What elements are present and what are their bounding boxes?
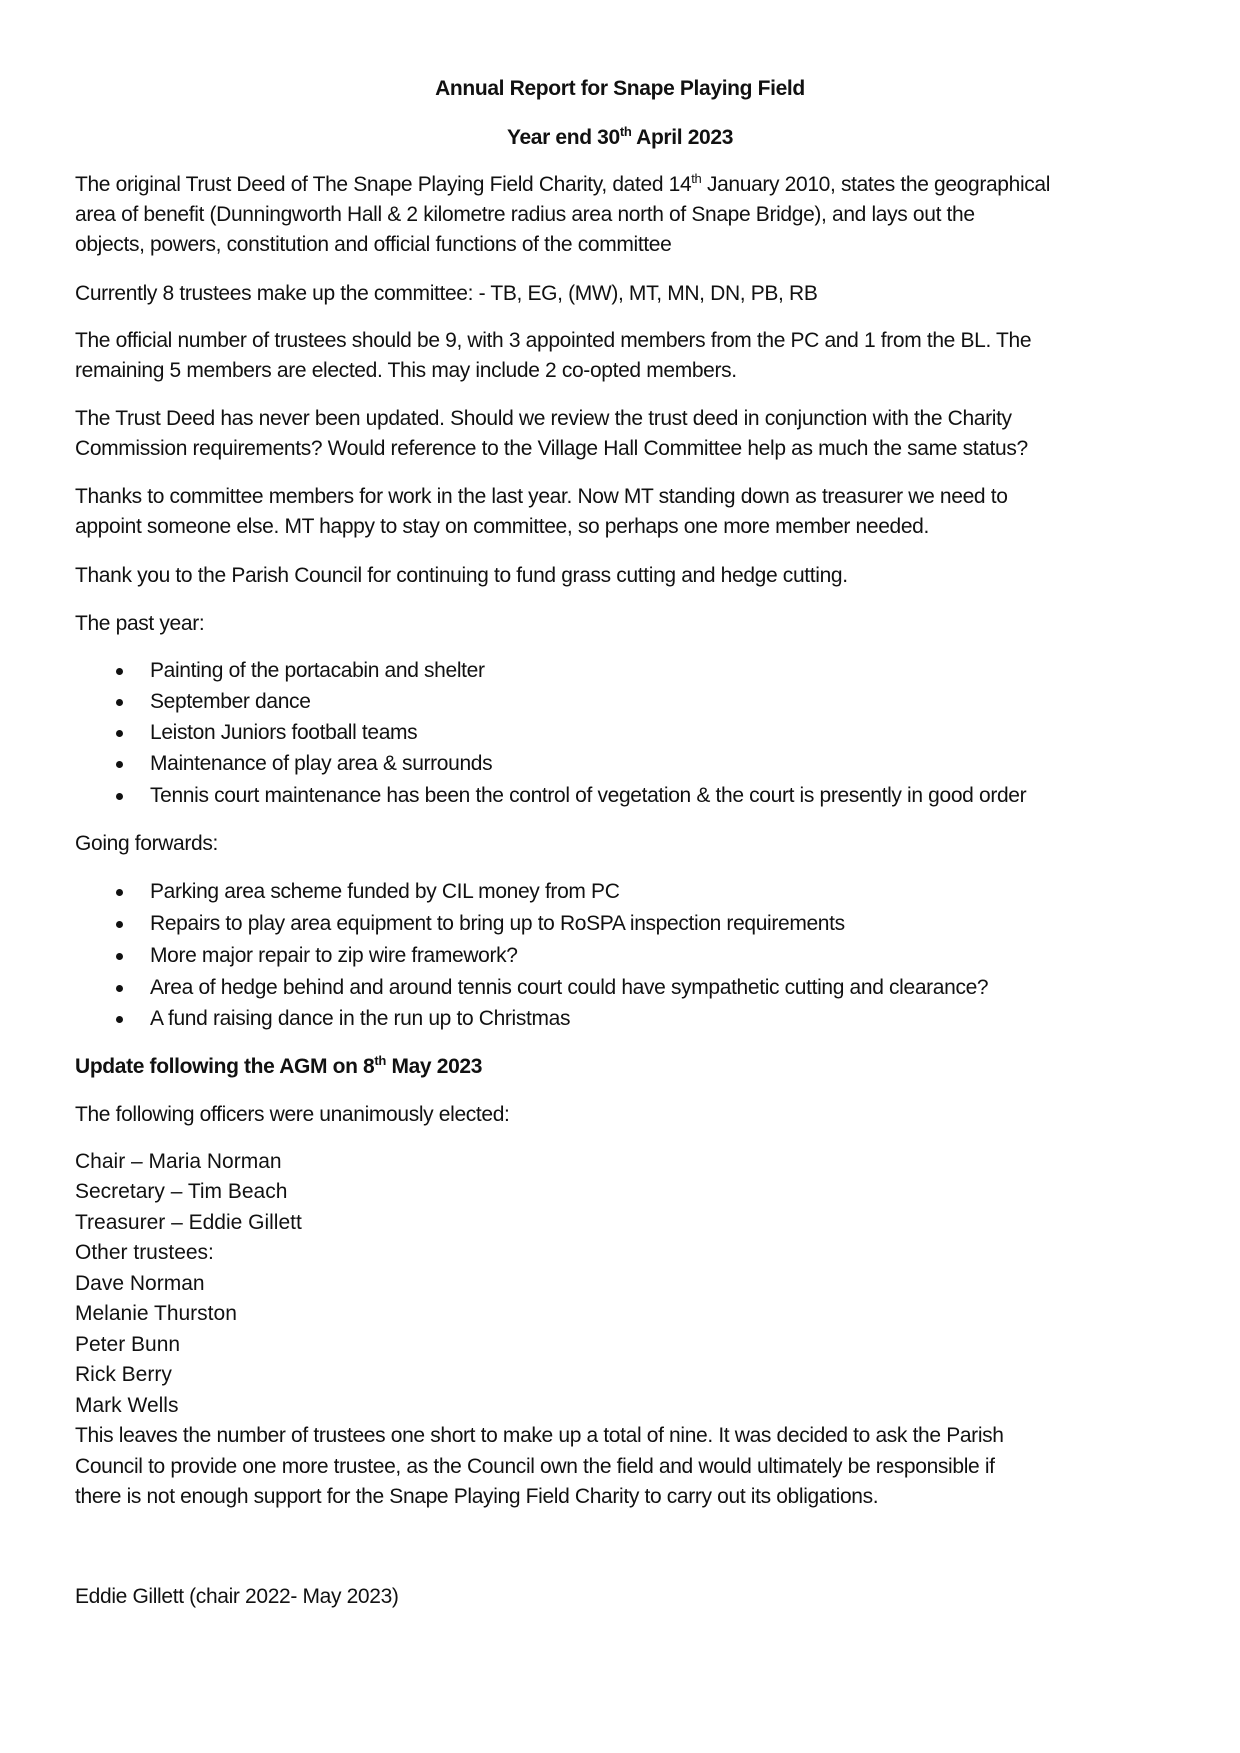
agm-heading-superscript: th xyxy=(374,1053,386,1068)
agm-update-heading xyxy=(75,1052,482,1082)
intro-text: The original Trust Deed of The Snape Playing Field Charity, dated 14 xyxy=(75,173,692,196)
list-item-text: Parking area scheme funded by CIL money from PC xyxy=(150,880,620,903)
official-number-line-1: The official number of trustees should be 9, with 3 appointed members from the PC and 1 from the BL. The xyxy=(75,329,1032,352)
list-item-text: September dance xyxy=(150,690,311,713)
officer-line: Other trustees: xyxy=(75,1241,214,1264)
bullet-icon xyxy=(116,1016,123,1023)
parish-thanks: Thank you to the Parish Council for continuing to fund grass cutting and hedge cutting. xyxy=(75,564,848,587)
list-item-text: More major repair to zip wire framework? xyxy=(150,944,518,967)
bullet-icon xyxy=(116,889,123,896)
past-year-heading: The past year: xyxy=(75,612,205,635)
officer-line: Chair – Maria Norman xyxy=(75,1150,282,1173)
bullet-icon xyxy=(116,668,123,675)
trust-deed-line-2: Commission requirements? Would reference to the Village Hall Committee help as much the same status? xyxy=(75,437,1028,460)
going-forwards-heading: Going forwards: xyxy=(75,832,218,855)
intro-line-2: area of benefit (Dunningworth Hall & 2 kilometre radius area north of Snape Bridge), and lays out the xyxy=(75,203,975,226)
document-title: Annual Report for Snape Playing Field xyxy=(435,77,805,100)
list-item-text: Tennis court maintenance has been the control of vegetation & the court is presently in good order xyxy=(150,784,1027,807)
intro-text-end: January 2010, states the geographical xyxy=(701,173,1051,196)
subtitle-superscript: th xyxy=(619,124,632,139)
current-trustees: Currently 8 trustees make up the committee: - TB, EG, (MW), MT, MN, DN, PB, RB xyxy=(75,282,818,305)
officer-line: Rick Berry xyxy=(75,1363,172,1386)
official-number-line-2: remaining 5 members are elected. This may include 2 co-opted members. xyxy=(75,359,737,382)
conclusion-line-2: Council to provide one more trustee, as the Council own the field and would ultimately be responsible if xyxy=(75,1455,995,1478)
officer-line: Mark Wells xyxy=(75,1394,179,1417)
list-item-text: Maintenance of play area & surrounds xyxy=(150,752,493,775)
list-item-text: Repairs to play area equipment to bring up to RoSPA inspection requirements xyxy=(150,912,845,935)
subtitle-text: Year end 30 xyxy=(506,126,620,149)
officer-line: Treasurer – Eddie Gillett xyxy=(75,1211,302,1234)
officer-line: Dave Norman xyxy=(75,1272,205,1295)
bullet-icon xyxy=(116,921,123,928)
trust-deed-line-1: The Trust Deed has never been updated. Should we review the trust deed in conjunction with the Charity xyxy=(75,407,1012,430)
document-subtitle xyxy=(0,123,1240,153)
elected-intro: The following officers were unanimously elected: xyxy=(75,1103,510,1126)
thanks-line-1: Thanks to committee members for work in the last year. Now MT standing down as treasurer we need to xyxy=(75,485,1008,508)
bullet-icon xyxy=(116,953,123,960)
list-item-text: Leiston Juniors football teams xyxy=(150,721,418,744)
bullet-icon xyxy=(116,793,123,800)
list-item-text: Painting of the portacabin and shelter xyxy=(150,659,485,682)
agm-heading-text-end: May 2023 xyxy=(385,1055,483,1078)
officer-line: Secretary – Tim Beach xyxy=(75,1180,288,1203)
intro-superscript: th xyxy=(691,171,702,186)
agm-heading-text: Update following the AGM on 8 xyxy=(75,1055,375,1078)
list-item-text: A fund raising dance in the run up to Christmas xyxy=(150,1007,571,1030)
officer-line: Melanie Thurston xyxy=(75,1302,237,1325)
bullet-icon xyxy=(116,730,123,737)
signature: Eddie Gillett (chair 2022- May 2023) xyxy=(75,1585,399,1608)
list-item-text: Area of hedge behind and around tennis court could have sympathetic cutting and clearance? xyxy=(150,976,989,999)
intro-line-3: objects, powers, constitution and official functions of the committee xyxy=(75,233,672,256)
thanks-line-2: appoint someone else. MT happy to stay on committee, so perhaps one more member needed. xyxy=(75,515,929,538)
bullet-icon xyxy=(116,699,123,706)
bullet-icon xyxy=(116,985,123,992)
conclusion-line-1: This leaves the number of trustees one short to make up a total of nine. It was decided to ask the Parish xyxy=(75,1424,1004,1447)
intro-line-1 xyxy=(75,170,1050,200)
bullet-icon xyxy=(116,761,123,768)
conclusion-line-3: there is not enough support for the Snape Playing Field Charity to carry out its obligations. xyxy=(75,1485,879,1508)
officer-line: Peter Bunn xyxy=(75,1333,181,1356)
subtitle-text-end: April 2023 xyxy=(631,126,734,149)
